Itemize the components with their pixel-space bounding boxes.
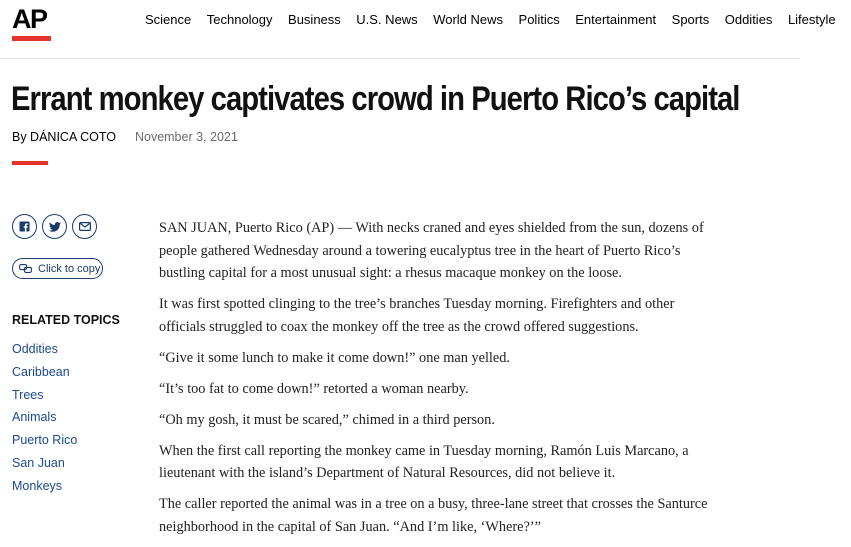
nav-technology[interactable]: Technology: [206, 12, 273, 27]
article-paragraph: “It’s too fat to come down!” retorted a woman nearby.: [159, 380, 469, 397]
article-headline: Errant monkey captivates crowd in Puerto Rico’s capital: [11, 80, 740, 118]
ap-logo[interactable]: AP: [12, 4, 47, 34]
share-buttons: [12, 214, 97, 239]
topic-link-san-juan[interactable]: San Juan: [12, 455, 65, 470]
main-nav: [145, 12, 851, 27]
twitter-icon: [49, 222, 61, 232]
link-icon: [19, 264, 32, 273]
nav-world-news[interactable]: World News: [433, 12, 504, 27]
nav-us-news[interactable]: U.S. News: [356, 12, 418, 27]
header-divider: [0, 58, 800, 59]
topic-link-caribbean[interactable]: Caribbean: [12, 364, 70, 379]
related-topics-heading: RELATED TOPICS: [12, 313, 120, 327]
byline: [12, 130, 238, 144]
email-icon: [79, 222, 91, 231]
topic-link-monkeys[interactable]: Monkeys: [12, 478, 63, 493]
nav-sports[interactable]: Sports: [671, 12, 710, 27]
logo-accent-bar: [12, 36, 51, 41]
nav-politics[interactable]: Politics: [518, 12, 560, 27]
facebook-share-button[interactable]: [12, 214, 37, 239]
copy-link-button[interactable]: [12, 258, 103, 279]
article-paragraph: SAN JUAN, Puerto Rico (AP) — With necks craned and eyes shielded from the sun, dozens of people gathered Wednesday around a towering eucalyptus tree in the heart of Puerto Rico’s bustling capital for a most unusual sight: a rhesus macaque monkey on the loose.: [159, 220, 704, 281]
article-paragraph: “Oh my gosh, it must be scared,” chimed in a third person.: [159, 411, 495, 428]
topic-link-trees[interactable]: Trees: [12, 387, 44, 402]
article-paragraph: It was first spotted clinging to the tree’s branches Tuesday morning. Firefighters and other officials struggled to coax the monkey off the tree as the crowd offered suggestions.: [159, 296, 675, 335]
nav-lifestyle[interactable]: Lifestyle: [787, 12, 836, 27]
site-header: [0, 0, 836, 50]
facebook-icon: [19, 221, 30, 232]
author-name[interactable]: By DÁNICA COTO: [12, 130, 116, 144]
nav-business[interactable]: Business: [288, 12, 341, 27]
article-paragraph: When the first call reporting the monkey came in Tuesday morning, Ramón Luis Marcano, a lieutenant with the island’s Department of Natural Resources, did not believe it.: [159, 442, 689, 481]
twitter-share-button[interactable]: [42, 214, 67, 239]
related-topics-list: [12, 342, 77, 502]
topic-link-puerto-rico[interactable]: Puerto Rico: [12, 433, 78, 448]
copy-link-label: Click to copy: [38, 262, 101, 275]
nav-entertainment[interactable]: Entertainment: [575, 12, 657, 27]
topic-link-animals[interactable]: Animals: [12, 410, 57, 425]
headline-accent-bar: [12, 161, 48, 165]
nav-science[interactable]: Science: [145, 12, 192, 27]
article-paragraph: The caller reported the animal was in a tree on a busy, three-lane street that crosses the Santurce neighborhood in the capital of San Juan. “And I’m like, ‘Where?’”: [159, 496, 708, 535]
email-share-button[interactable]: [72, 214, 97, 239]
nav-oddities[interactable]: Oddities: [724, 12, 773, 27]
topic-link-oddities[interactable]: Oddities: [12, 342, 58, 356]
article-paragraph: “Give it some lunch to make it come down!” one man yelled.: [159, 349, 510, 366]
article-body: [159, 217, 719, 547]
publish-date: November 3, 2021: [134, 130, 238, 144]
